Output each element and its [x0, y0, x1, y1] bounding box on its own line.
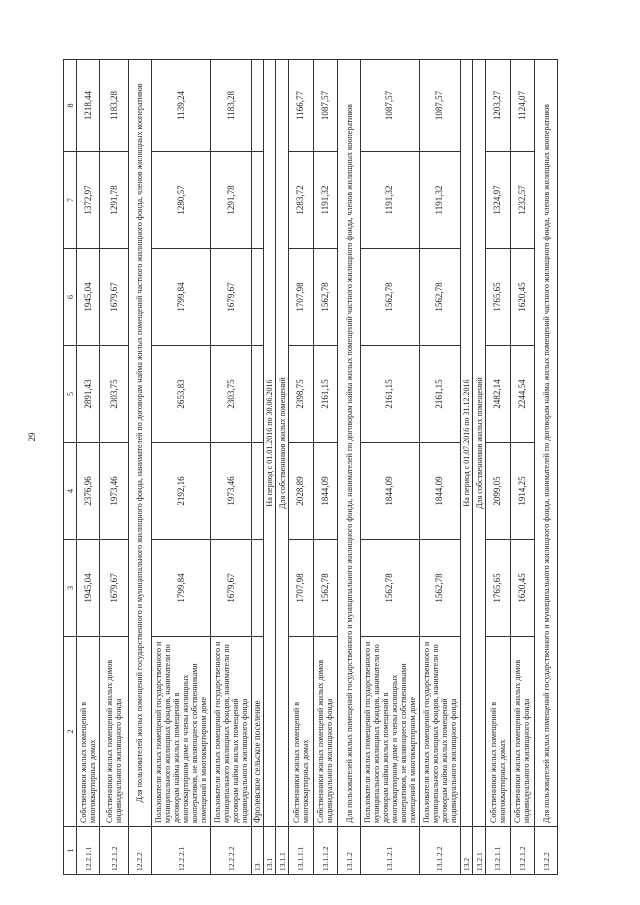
value-cell: 1562,78: [361, 540, 420, 637]
span-row-title: Для собственников жилых помещений: [276, 60, 288, 827]
row-code: 13.2.1.1: [485, 827, 510, 875]
empty-cell: [251, 346, 263, 443]
row-code: 13.2.2: [535, 827, 558, 875]
table-row: [338, 60, 361, 875]
value-cell: 1562,78: [419, 540, 460, 637]
value-cell: 1679,67: [211, 540, 251, 637]
span-row-title: Для пользователей жилых помещений государственного и муниципального жилищного фонда, нанимателей по договорам найма жилых помещений частного жилищного фонда, членов жилищных кооперативов: [128, 60, 151, 827]
value-cell: 1218,44: [77, 60, 100, 152]
span-row-title: Для собственников жилых помещений: [473, 60, 485, 827]
header-cell: 8: [64, 60, 77, 152]
value-cell: 1562,78: [419, 249, 460, 346]
value-cell: 1844,09: [313, 443, 338, 540]
value-cell: 2161,15: [419, 346, 460, 443]
value-cell: 1707,98: [288, 249, 313, 346]
table-row: [251, 60, 263, 875]
value-cell: 1291,78: [100, 152, 129, 249]
section-title: Фролевское сельское поселение: [251, 637, 263, 827]
table-row: [485, 60, 510, 875]
value-cell: 1765,65: [485, 249, 510, 346]
rotated-table-container: [63, 60, 558, 875]
value-cell: 1620,45: [510, 540, 535, 637]
value-cell: 1283,72: [288, 152, 313, 249]
empty-cell: [251, 60, 263, 152]
value-cell: 1679,67: [100, 249, 129, 346]
table-row: [473, 60, 485, 875]
value-cell: 2376,96: [77, 443, 100, 540]
row-description: Собственники жилых помещений в многоквартирных домах: [288, 637, 313, 827]
row-code: 12.2.1.1: [77, 827, 100, 875]
table-row: [419, 60, 460, 875]
row-description: Пользователи жилых помещений государственного и муниципального жилищных фондов, наниматели по договорам найма жилых помещений индивидуального жилищного фонда: [211, 637, 251, 827]
value-cell: 2653,83: [151, 346, 211, 443]
row-code: 13.1.1: [276, 827, 288, 875]
value-cell: 1765,65: [485, 540, 510, 637]
span-row-title: Для пользователей жилых помещений государственного и муниципального жилищного фонда, нанимателей по договорам найма жилых помещений частного жилищного фонда, членов жилищных кооперативов: [338, 60, 361, 827]
row-code: 13.1.2: [338, 827, 361, 875]
value-cell: 1191,32: [419, 152, 460, 249]
header-cell: 2: [64, 637, 77, 827]
value-cell: 1707,98: [288, 540, 313, 637]
value-cell: 1191,32: [313, 152, 338, 249]
row-description: Пользователи жилых помещений государственного и муниципального жилищных фондов, наниматели по договорам найма жилых помещений в многоквартирном доме и члены жилищных кооперативов, не являющиеся собственниками помещений в многоквартирном доме: [151, 637, 211, 827]
value-cell: 1620,45: [510, 249, 535, 346]
value-cell: 1914,25: [510, 443, 535, 540]
value-cell: 1372,97: [77, 152, 100, 249]
value-cell: 1124,07: [510, 60, 535, 152]
row-code: 12.2.1.2: [100, 827, 129, 875]
row-code: 13.1.1.1: [288, 827, 313, 875]
value-cell: 1324,97: [485, 152, 510, 249]
table-row: [100, 60, 129, 875]
row-code: 13.2.1: [473, 827, 485, 875]
empty-cell: [251, 443, 263, 540]
value-cell: 1945,04: [77, 540, 100, 637]
value-cell: 1679,67: [100, 540, 129, 637]
row-code: 12.2.2.2: [211, 827, 251, 875]
table-row: [361, 60, 420, 875]
table-row: [264, 60, 276, 875]
header-cell: 3: [64, 540, 77, 637]
value-cell: 1973,46: [211, 443, 251, 540]
value-cell: 1087,57: [419, 60, 460, 152]
value-cell: 1087,57: [313, 60, 338, 152]
value-cell: 1191,32: [361, 152, 420, 249]
row-description: Собственники жилых помещений жилых домов индивидуального жилищного фонда: [100, 637, 129, 827]
table-row: [276, 60, 288, 875]
value-cell: 1087,57: [361, 60, 420, 152]
value-cell: 2303,75: [211, 346, 251, 443]
page-number: 29: [27, 432, 37, 442]
table-row: [77, 60, 100, 875]
table-row: [211, 60, 251, 875]
row-code: 13.2: [461, 827, 473, 875]
table-row: [128, 60, 151, 875]
value-cell: 1183,28: [211, 60, 251, 152]
value-cell: 1973,46: [100, 443, 129, 540]
table-row: [313, 60, 338, 875]
value-cell: 2161,15: [313, 346, 338, 443]
value-cell: 1280,57: [151, 152, 211, 249]
value-cell: 1291,78: [211, 152, 251, 249]
value-cell: 2028,89: [288, 443, 313, 540]
value-cell: 1844,09: [361, 443, 420, 540]
row-description: Пользователи жилых помещений государственного и муниципального жилищных фондов, наниматели по договорам найма жилых помещений индивидуального жилищного фонда: [419, 637, 460, 827]
value-cell: 1203,27: [485, 60, 510, 152]
value-cell: 1844,09: [419, 443, 460, 540]
value-cell: 2161,15: [361, 346, 420, 443]
value-cell: 1166,77: [288, 60, 313, 152]
value-cell: 1183,28: [100, 60, 129, 152]
row-description: Собственники жилых помещений в многоквартирных домах: [77, 637, 100, 827]
header-cell: 5: [64, 346, 77, 443]
value-cell: 1679,67: [211, 249, 251, 346]
empty-cell: [251, 540, 263, 637]
row-code: 13: [251, 827, 263, 875]
span-row-title: На период с 01.07.2016 по 31.12.2016: [461, 60, 473, 827]
row-description: Пользователи жилых помещений государственного и муниципального жилищных фондов, наниматели по договорам найма жилых помещений в многоквартирном доме и члены жилищных кооперативов, не являющиеся собственниками помещений в многоквартирном доме: [361, 637, 420, 827]
value-cell: 1562,78: [313, 540, 338, 637]
header-cell: 1: [64, 827, 77, 875]
header-row: [64, 60, 77, 875]
value-cell: 2398,75: [288, 346, 313, 443]
value-cell: 2192,16: [151, 443, 211, 540]
empty-cell: [251, 249, 263, 346]
value-cell: 1562,78: [313, 249, 338, 346]
value-cell: 2891,43: [77, 346, 100, 443]
row-code: 13.2.1.2: [510, 827, 535, 875]
value-cell: 1799,84: [151, 249, 211, 346]
tariff-table: [63, 59, 558, 875]
table-row: [288, 60, 313, 875]
row-description: Собственники жилых помещений в многоквартирных домах: [485, 637, 510, 827]
table-row: [510, 60, 535, 875]
table-row: [461, 60, 473, 875]
row-code: 12.2.2.1: [151, 827, 211, 875]
row-code: 13.1.2.1: [361, 827, 420, 875]
value-cell: 2244,54: [510, 346, 535, 443]
row-code: 13.1: [264, 827, 276, 875]
header-cell: 7: [64, 152, 77, 249]
table-row: [151, 60, 211, 875]
value-cell: 1945,04: [77, 249, 100, 346]
span-row-title: На период с 01.01.2016 по 30.06.2016: [264, 60, 276, 827]
row-description: Собственники жилых помещений жилых домов индивидуального жилищного фонда: [313, 637, 338, 827]
header-cell: 4: [64, 443, 77, 540]
row-code: 13.1.1.2: [313, 827, 338, 875]
table-row: [535, 60, 558, 875]
value-cell: 2303,75: [100, 346, 129, 443]
value-cell: 1799,84: [151, 540, 211, 637]
empty-cell: [251, 152, 263, 249]
row-description: Собственники жилых помещений жилых домов индивидуального жилищного фонда: [510, 637, 535, 827]
header-cell: 6: [64, 249, 77, 346]
span-row-title: Для пользователей жилых помещений государственного и муниципального жилищного фонда, нанимателей по договорам найма жилых помещений частного жилищного фонда, членов жилищных кооперативов: [535, 60, 558, 827]
value-cell: 1232,57: [510, 152, 535, 249]
value-cell: 1562,78: [361, 249, 420, 346]
value-cell: 1139,24: [151, 60, 211, 152]
value-cell: 2099,05: [485, 443, 510, 540]
value-cell: 2482,14: [485, 346, 510, 443]
row-code: 12.2.2: [128, 827, 151, 875]
row-code: 13.1.2.2: [419, 827, 460, 875]
